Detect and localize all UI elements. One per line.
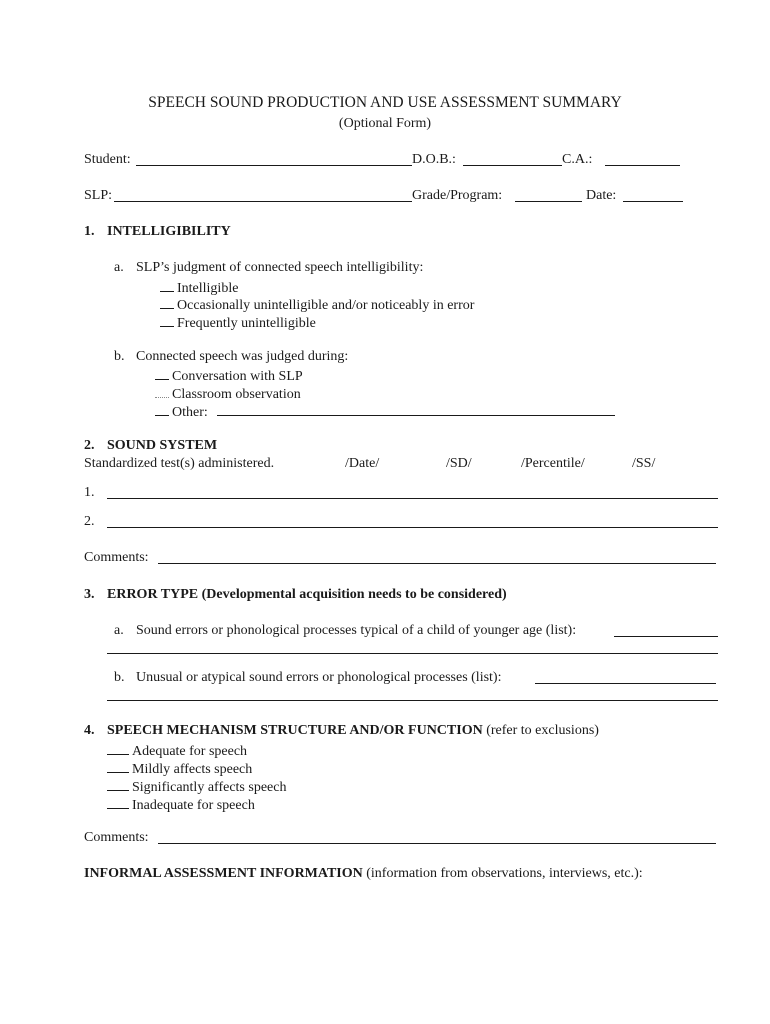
section1b-question: Connected speech was judged during: [136,349,349,364]
ca-field[interactable] [605,165,680,166]
slp-label: SLP: [84,188,113,203]
checkbox-blank[interactable] [107,776,129,791]
option-label: Adequate for speech [132,744,248,759]
section3a-question: Sound errors or phonological processes typical of a child of younger age (list): [136,623,577,638]
option-label: Other: [172,405,208,420]
comments-label: Comments: [84,550,149,565]
section3b-question: Unusual or atypical sound errors or phonological processes (list): [136,670,502,685]
column-sd: /SD/ [446,456,472,471]
informal-note: (information from observations, interviews, etc.): [366,866,643,881]
grade-program-field[interactable] [515,201,582,202]
comments-field[interactable] [158,843,716,844]
option-other[interactable] [155,401,208,422]
section1-number: 1. [84,224,95,239]
ca-label: C.A.: [562,152,593,167]
section2-heading: SOUND SYSTEM [107,438,218,453]
option-label: Occasionally unintelligible and/or noticeably in error [177,298,475,313]
checkbox-blank[interactable] [155,383,169,398]
section4-number: 4. [84,723,95,738]
dob-label: D.O.B.: [412,152,456,167]
checkbox-blank[interactable] [107,758,129,773]
section4-heading: SPEECH MECHANISM STRUCTURE AND/OR FUNCTION [107,723,483,738]
checkbox-blank[interactable] [160,294,174,309]
test-row-field[interactable] [107,527,718,528]
option-label: Intelligible [177,281,239,296]
comments-field[interactable] [158,563,716,564]
checkbox-blank[interactable] [107,740,129,755]
test-row-field[interactable] [107,498,718,499]
tests-label: Standardized test(s) administered. [84,456,275,471]
option-frequently-unintelligible[interactable] [160,312,316,333]
option-label: Conversation with SLP [172,369,303,384]
option-label: Frequently unintelligible [177,316,316,331]
page-subtitle: (Optional Form) [338,116,432,131]
section3a-label: a. [114,623,124,638]
section4-note: (refer to exclusions) [486,723,599,738]
option-label: Classroom observation [172,387,301,402]
page-title: SPEECH SOUND PRODUCTION AND USE ASSESSMENT SUMMARY [148,94,622,111]
section1b-label: b. [114,349,125,364]
checkbox-blank[interactable] [107,794,129,809]
test-row-number: 2. [84,514,95,529]
section3-heading: ERROR TYPE (Developmental acquisition needs to be considered) [107,587,507,602]
section4-heading-row [107,722,599,740]
section1a-label: a. [114,260,124,275]
comments-label: Comments: [84,830,149,845]
checkbox-blank[interactable] [155,365,169,380]
column-percentile: /Percentile/ [521,456,585,471]
checkbox-blank[interactable] [155,401,169,416]
dob-field[interactable] [463,165,562,166]
checkbox-blank[interactable] [160,277,174,292]
typical-errors-field-continued[interactable] [107,653,718,654]
atypical-errors-field-continued[interactable] [107,700,718,701]
other-field[interactable] [217,415,615,416]
option-label: Inadequate for speech [132,798,255,813]
test-row-number: 1. [84,485,95,500]
column-ss: /SS/ [632,456,656,471]
section1a-question: SLP’s judgment of connected speech intelligibility: [136,260,424,275]
slp-field[interactable] [114,201,412,202]
grade-program-label: Grade/Program: [412,188,503,203]
student-field[interactable] [136,165,412,166]
section2-number: 2. [84,438,95,453]
typical-errors-field[interactable] [614,636,718,637]
option-label: Mildly affects speech [132,762,253,777]
section1-heading: INTELLIGIBILITY [107,224,231,239]
student-label: Student: [84,152,131,167]
option-label: Significantly affects speech [132,780,287,795]
informal-heading: INFORMAL ASSESSMENT INFORMATION [84,866,363,881]
date-field[interactable] [623,201,683,202]
column-date: /Date/ [345,456,380,471]
option-inadequate[interactable] [107,794,255,815]
informal-row [84,865,643,883]
checkbox-blank[interactable] [160,312,174,327]
atypical-errors-field[interactable] [535,683,716,684]
section3b-label: b. [114,670,125,685]
date-label: Date: [586,188,617,203]
section3-number: 3. [84,587,95,602]
